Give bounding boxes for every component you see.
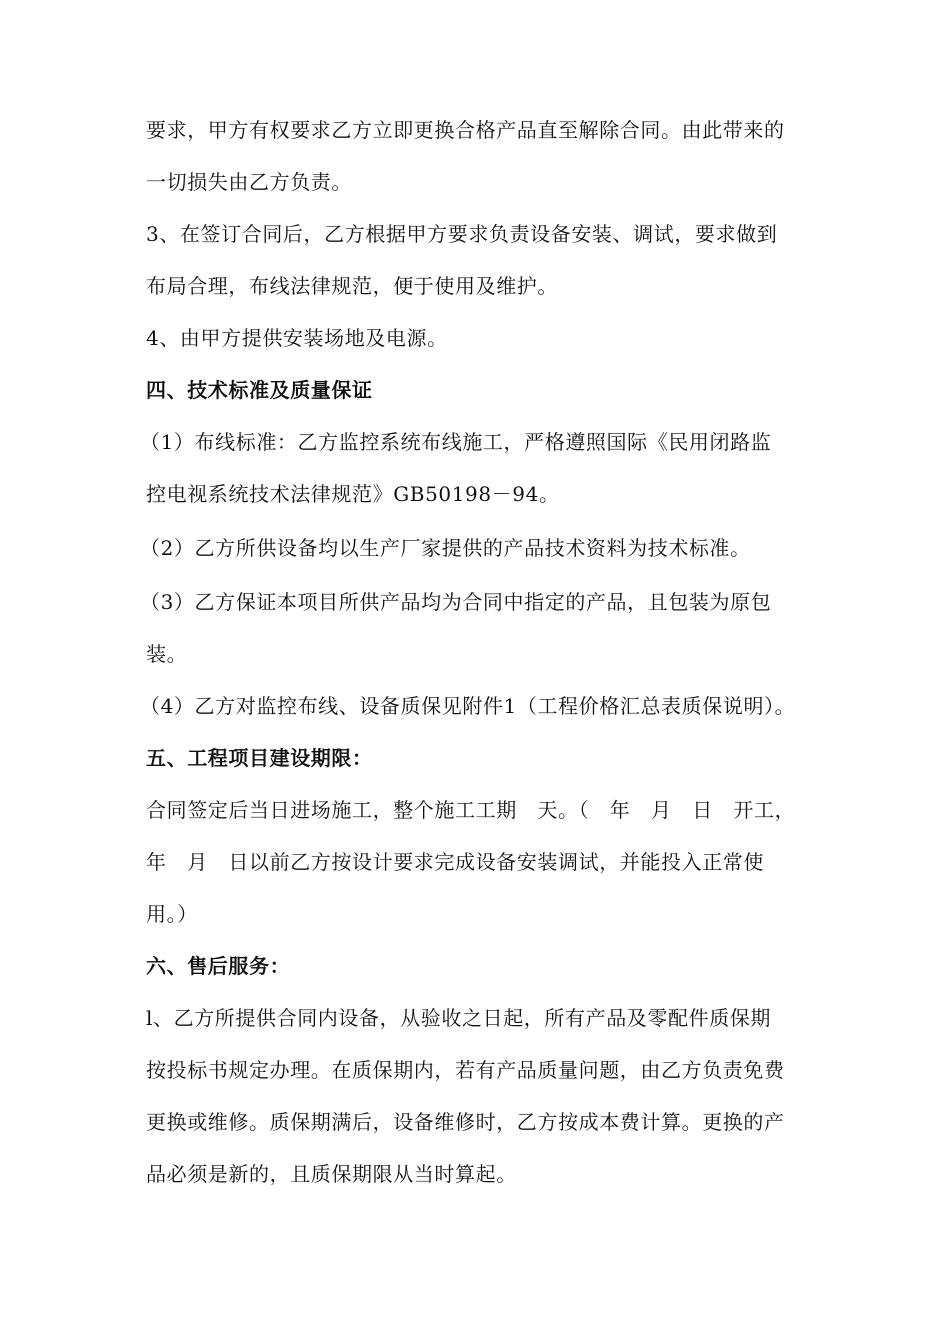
paragraph-line: （1）布线标准：乙方监控系统布线施工，严格遵照国际《民用闭路监: [140, 430, 772, 454]
paragraph-line: 更换或维修。质保期满后，设备维修时，乙方按成本费计算。更换的产: [146, 1110, 785, 1134]
paragraph-line: 用。）: [146, 902, 198, 926]
paragraph-line: 3、在签订合同后，乙方根据甲方要求负责设备安装、调试，要求做到: [146, 222, 778, 246]
section-heading: 四、技术标准及质量保证: [146, 378, 373, 402]
paragraph-line: 合同签定后当日进场施工，整个施工工期 天。（ 年 月 日 开工，: [146, 798, 796, 822]
paragraph-line: 品必须是新的，且质保期限从当时算起。: [146, 1162, 517, 1186]
paragraph-line: 布局合理，布线法律规范，便于使用及维护。: [146, 274, 558, 298]
paragraph-line: 控电视系统技术法律规范》GB50198－94。: [146, 482, 560, 506]
paragraph-line: （3）乙方保证本项目所供产品均为合同中指定的产品，且包装为原包: [140, 590, 772, 614]
paragraph-line: 按投标书规定办理。在质保期内，若有产品质量问题，由乙方负责免费: [146, 1058, 785, 1082]
paragraph-line: 装。: [146, 642, 188, 666]
section-heading: 六、售后服务：: [146, 954, 291, 978]
paragraph-line: l、乙方所提供合同内设备，从验收之日起，所有产品及零配件质保期: [146, 1006, 771, 1030]
paragraph-line: （4）乙方对监控布线、设备质保见附件1（工程价格汇总表质保说明）。: [140, 694, 796, 718]
paragraph-line: 一切损失由乙方负责。: [146, 170, 352, 194]
paragraph-line: 4、由甲方提供安装场地及电源。: [146, 326, 448, 350]
paragraph-line: 年 月 日以前乙方按设计要求完成设备安装调试，并能投入正常使: [146, 850, 764, 874]
paragraph-line: （2）乙方所供设备均以生产厂家提供的产品技术资料为技术标准。: [140, 536, 751, 560]
paragraph-line: 要求，甲方有权要求乙方立即更换合格产品直至解除合同。由此带来的: [146, 118, 785, 142]
section-heading: 五、工程项目建设期限：: [146, 746, 373, 770]
